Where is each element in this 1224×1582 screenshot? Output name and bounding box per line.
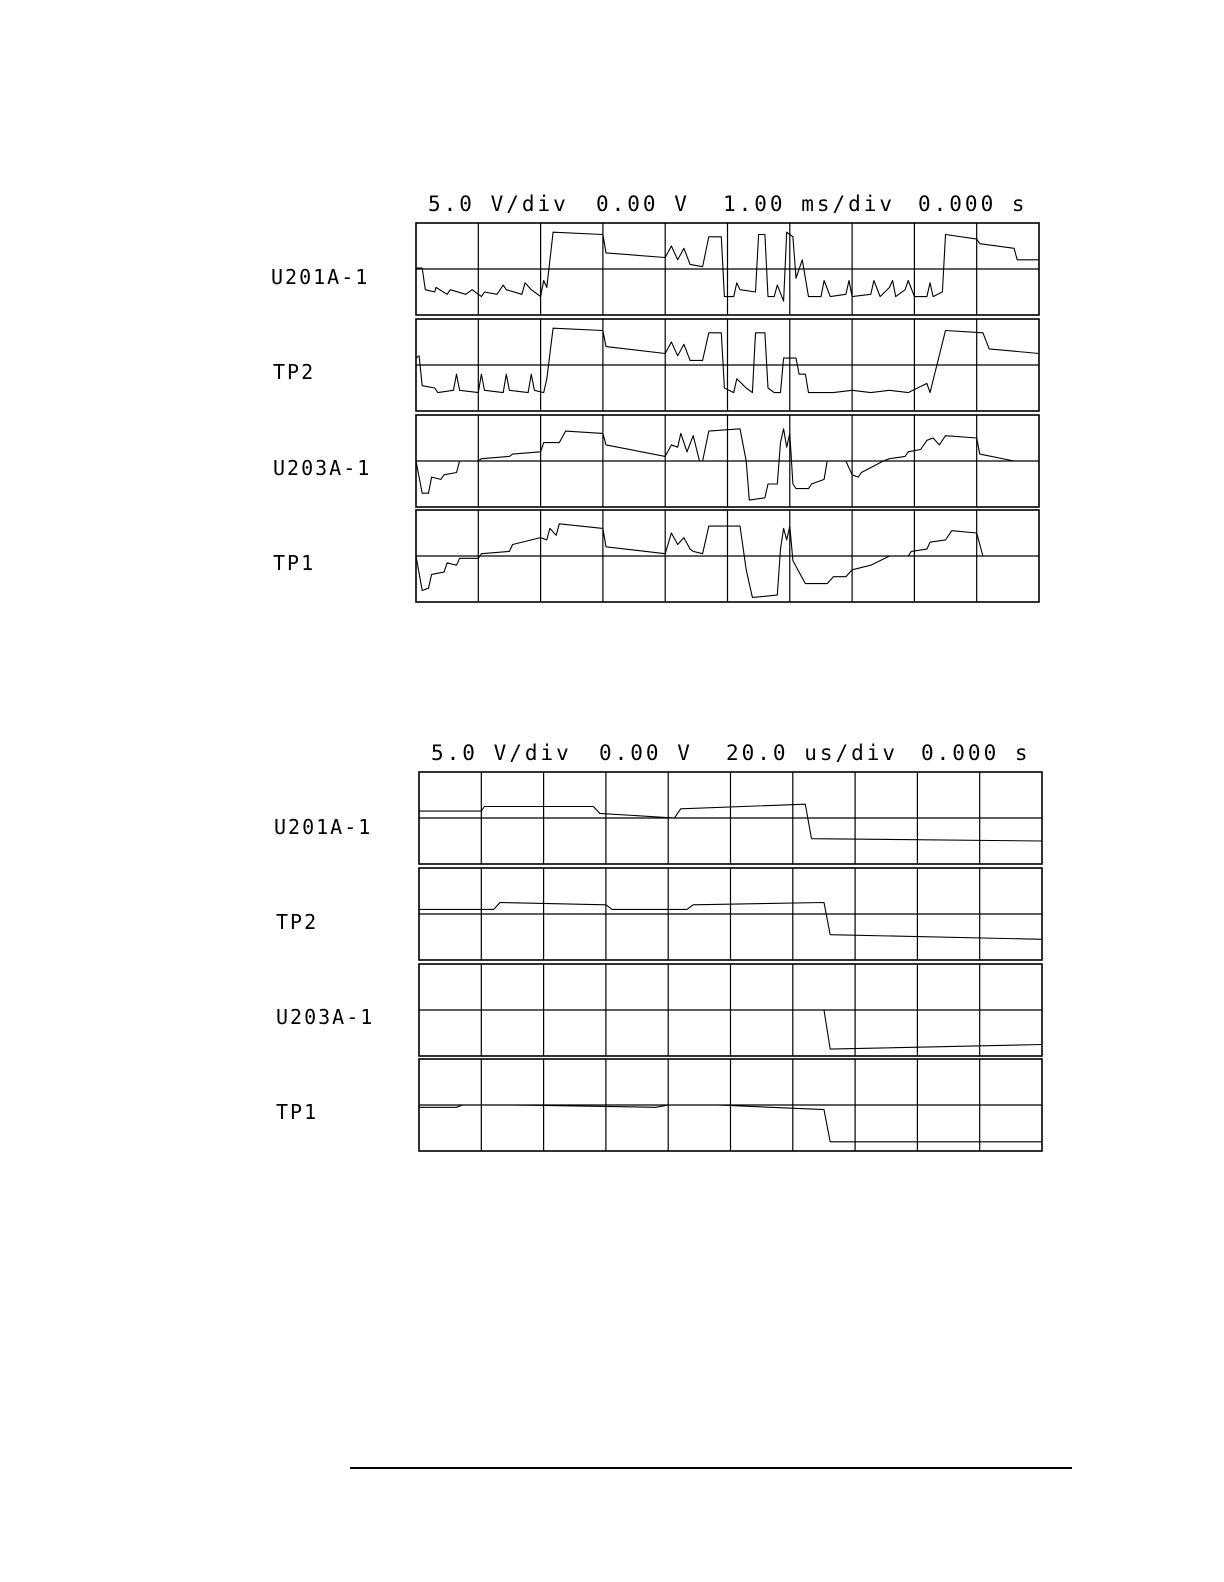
scope2-ch3-label: U203A-1 <box>276 1005 375 1029</box>
scope1-ch4-label: TP1 <box>273 551 316 575</box>
scope2-vdiv: 5.0 V/div <box>431 741 572 765</box>
scope1-vdiv: 5.0 V/div <box>428 192 569 216</box>
scope2-ch1-label: U201A-1 <box>274 815 373 839</box>
scope2-ch2-label: TP2 <box>276 910 319 934</box>
scope1-delay: 0.000 s <box>918 192 1028 216</box>
footer-rule <box>350 1467 1072 1469</box>
scope1-offset: 0.00 V <box>596 192 690 216</box>
scope1-tdiv: 1.00 ms/div <box>723 192 896 216</box>
scope2-ch3-trace <box>824 1010 1042 1049</box>
scope2-delay: 0.000 s <box>921 741 1031 765</box>
scope1-ch1-label: U201A-1 <box>271 265 370 289</box>
scope2-ch4-label: TP1 <box>276 1100 319 1124</box>
scope1-ch3-label: U203A-1 <box>273 456 372 480</box>
scope2-offset: 0.00 V <box>599 741 693 765</box>
scope1-ch2-label: TP2 <box>273 360 316 384</box>
scope2-tdiv: 20.0 us/div <box>726 741 899 765</box>
